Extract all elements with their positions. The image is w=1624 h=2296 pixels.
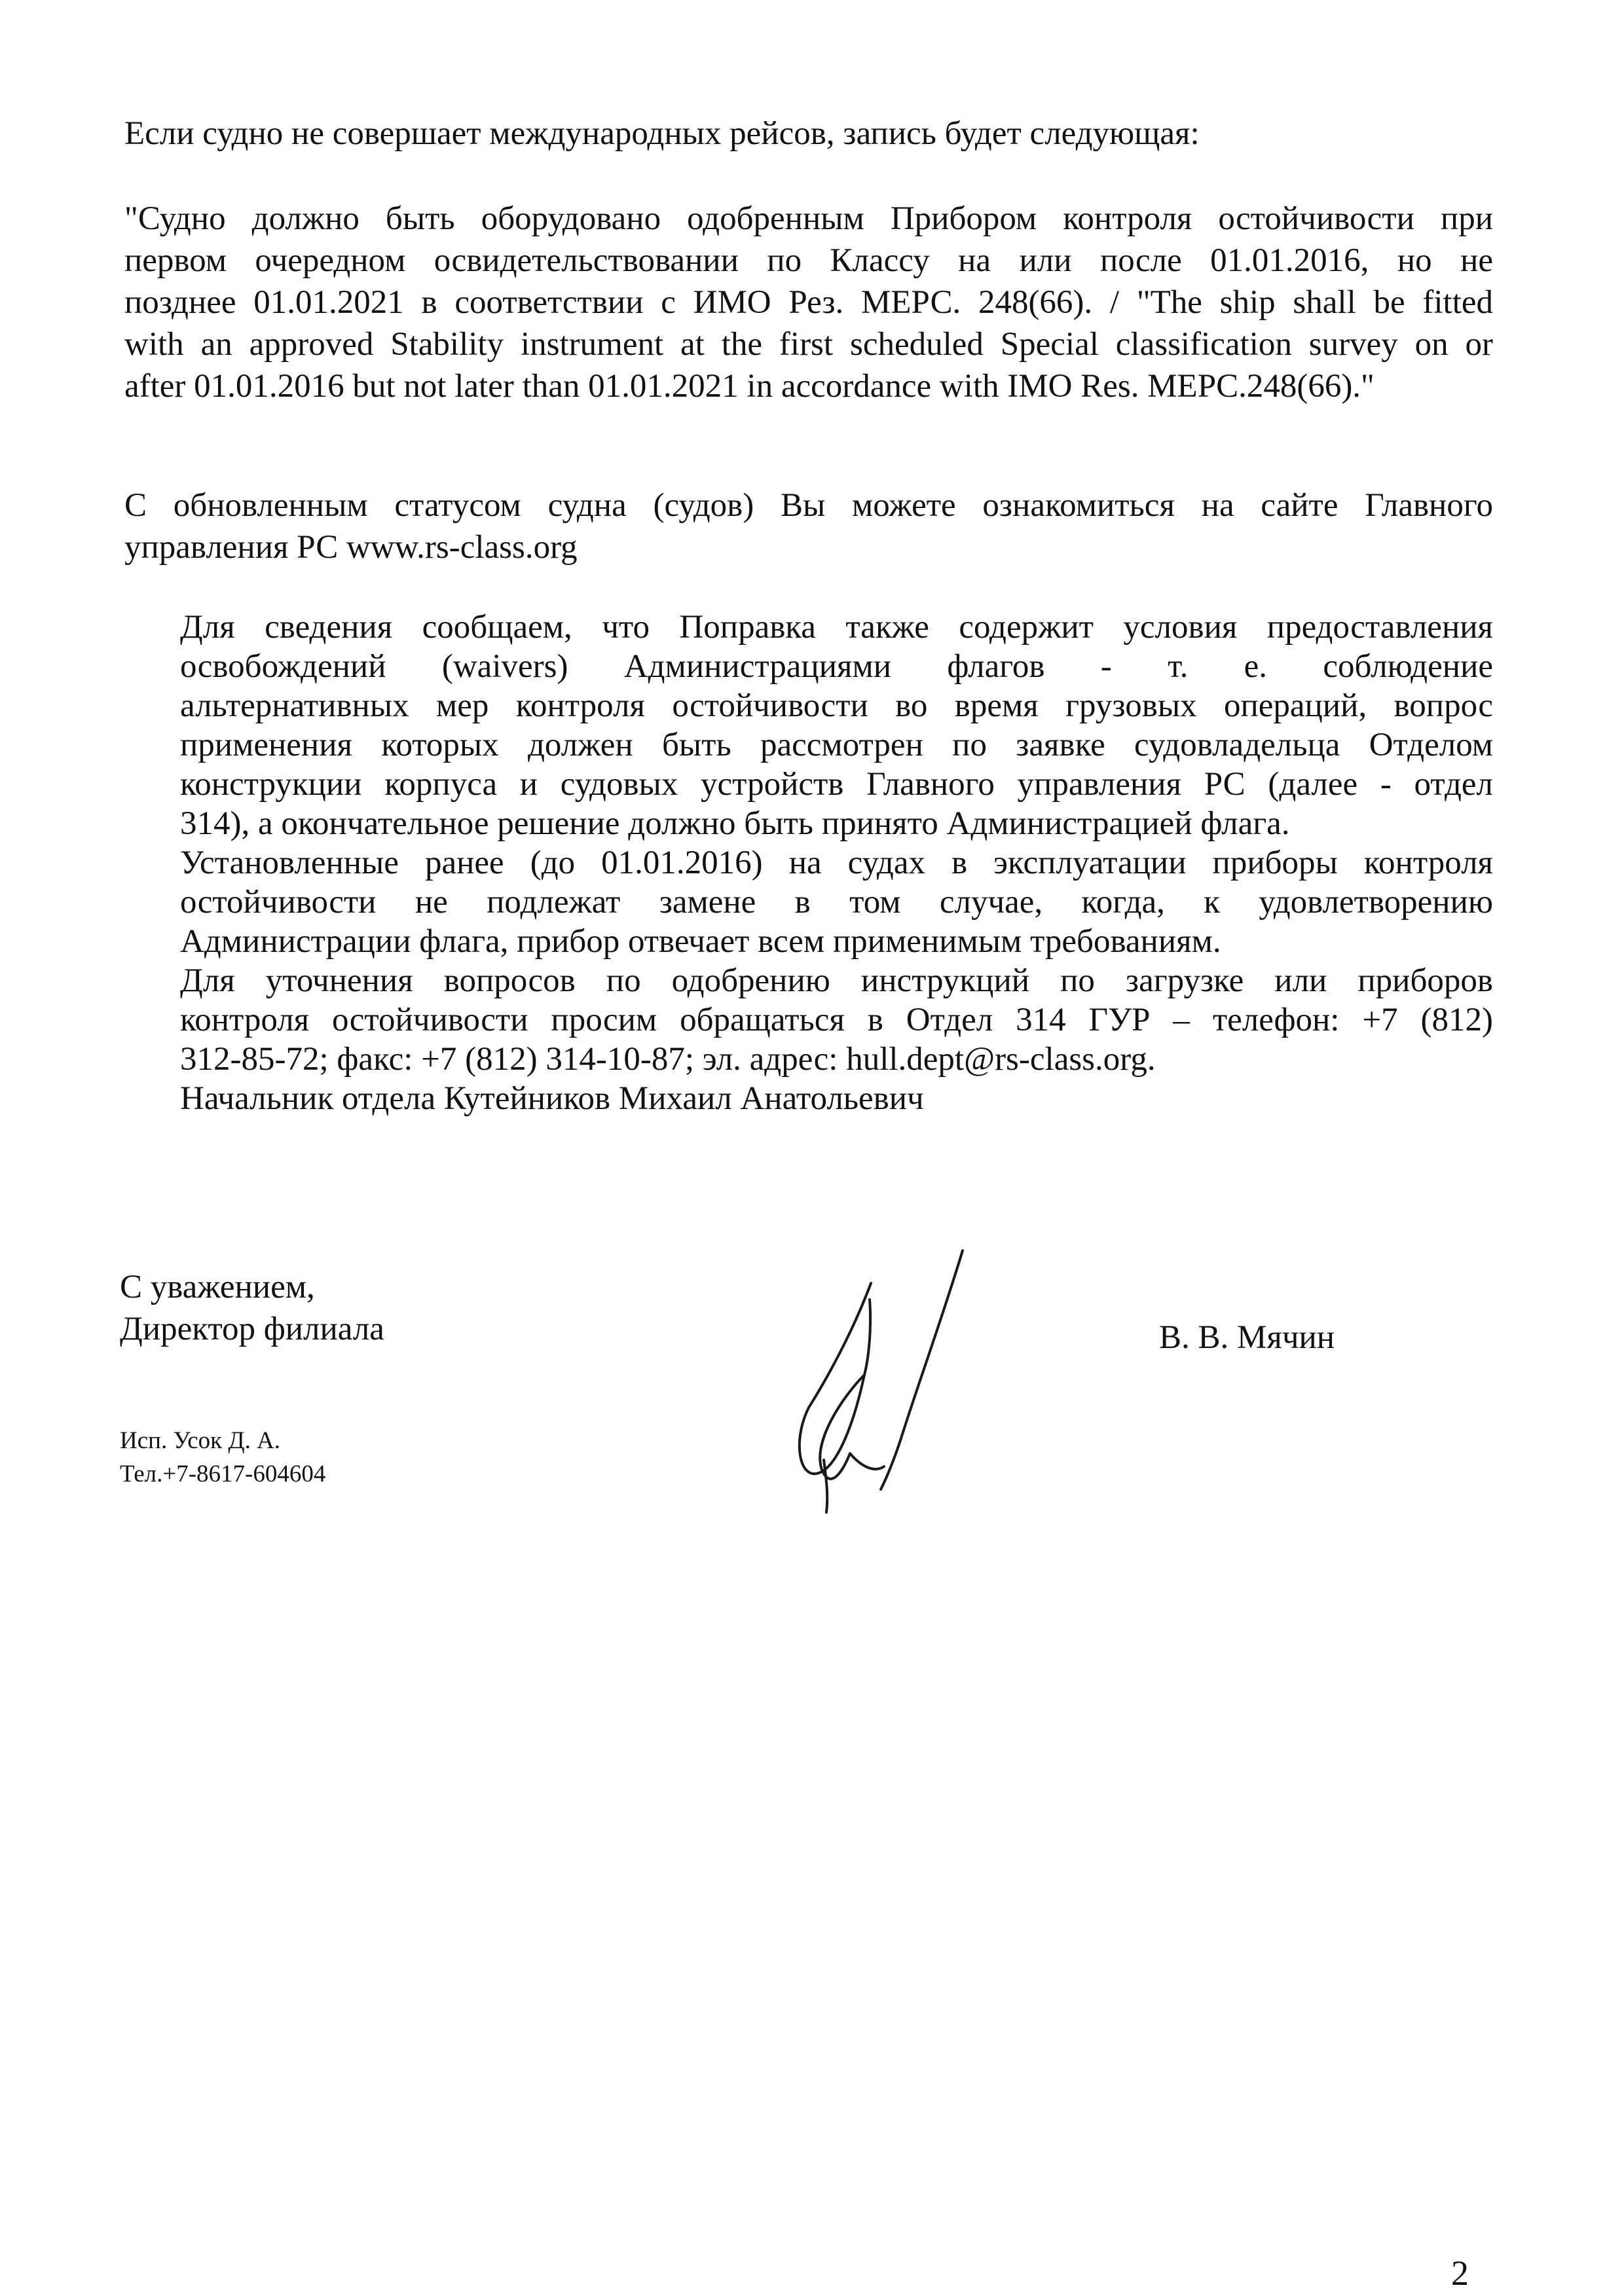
info-line: конструкции корпуса и судовых устройств Главного управления РС (далее - отдел: [180, 766, 1493, 803]
status-line: управления РС www.rs-class.org: [124, 529, 578, 566]
status-paragraph: [124, 484, 1493, 568]
handwritten-signature: [773, 1244, 982, 1532]
closing-regards: С уважением,: [120, 1269, 315, 1305]
status-line: С обновленным статусом судна (судов) Вы можете ознакомиться на сайте Главного: [124, 487, 1493, 524]
info-line: Для сведения сообщаем, что Поправка также содержит условия предоставления: [180, 609, 1493, 646]
contact-line: 312-85-72; факс: +7 (812) 314-10-87; эл. адрес: hull.dept@rs-class.org.: [180, 1041, 1156, 1078]
intro-paragraph: Если судно не совершает международных рейсов, запись будет следующая:: [124, 115, 1200, 152]
quote-line: with an approved Stability instrument at the first scheduled Special classification survey on or: [124, 326, 1493, 363]
quote-line: позднее 01.01.2021 в соответствии с ИМО Рез. МЕРС. 248(66). / "The ship shall be fitted: [124, 284, 1493, 321]
info-line: Для уточнения вопросов по одобрению инструкций по загрузке или приборов: [180, 962, 1493, 999]
info-line: освобождений (waivers) Администрациями флагов - т. е. соблюдение: [180, 648, 1493, 685]
page-number: 2: [1451, 2253, 1469, 2293]
info-line: контроля остойчивости просим обращаться в Отдел 314 ГУР – телефон: +7 (812): [180, 1002, 1493, 1038]
executor-phone: Тел.+7-8617-604604: [120, 1461, 326, 1487]
info-line: 314), а окончательное решение должно быть принято Администрацией флага.: [180, 805, 1290, 842]
executor-name: Исп. Усок Д. А.: [120, 1427, 281, 1454]
quote-line: after 01.01.2016 but not later than 01.01.2021 in accordance with IMO Res. MEPC.248(66).": [124, 368, 1375, 405]
signatory-position: Директор филиала: [120, 1311, 384, 1347]
signatory-name: В. В. Мячин: [1159, 1319, 1335, 1356]
quote-line: первом очередном освидетельствовании по Классу на или после 01.01.2016, но не: [124, 242, 1493, 279]
department-head-line: Начальник отдела Кутейников Михаил Анатольевич: [180, 1080, 924, 1117]
info-line: применения которых должен быть рассмотрен по заявке судовладельца Отделом: [180, 727, 1493, 763]
info-line: Установленные ранее (до 01.01.2016) на судах в эксплуатации приборы контроля: [180, 845, 1493, 881]
info-line: альтернативных мер контроля остойчивости во время грузовых операций, вопрос: [180, 687, 1493, 724]
info-line: Администрации флага, прибор отвечает всем применимым требованиям.: [180, 923, 1221, 960]
info-line: остойчивости не подлежат замене в том случае, когда, к удовлетворению: [180, 884, 1493, 920]
quote-paragraph: [124, 198, 1493, 407]
quote-line: "Судно должно быть оборудовано одобренным Прибором контроля остойчивости при: [124, 200, 1493, 237]
info-paragraph: [180, 608, 1493, 1118]
